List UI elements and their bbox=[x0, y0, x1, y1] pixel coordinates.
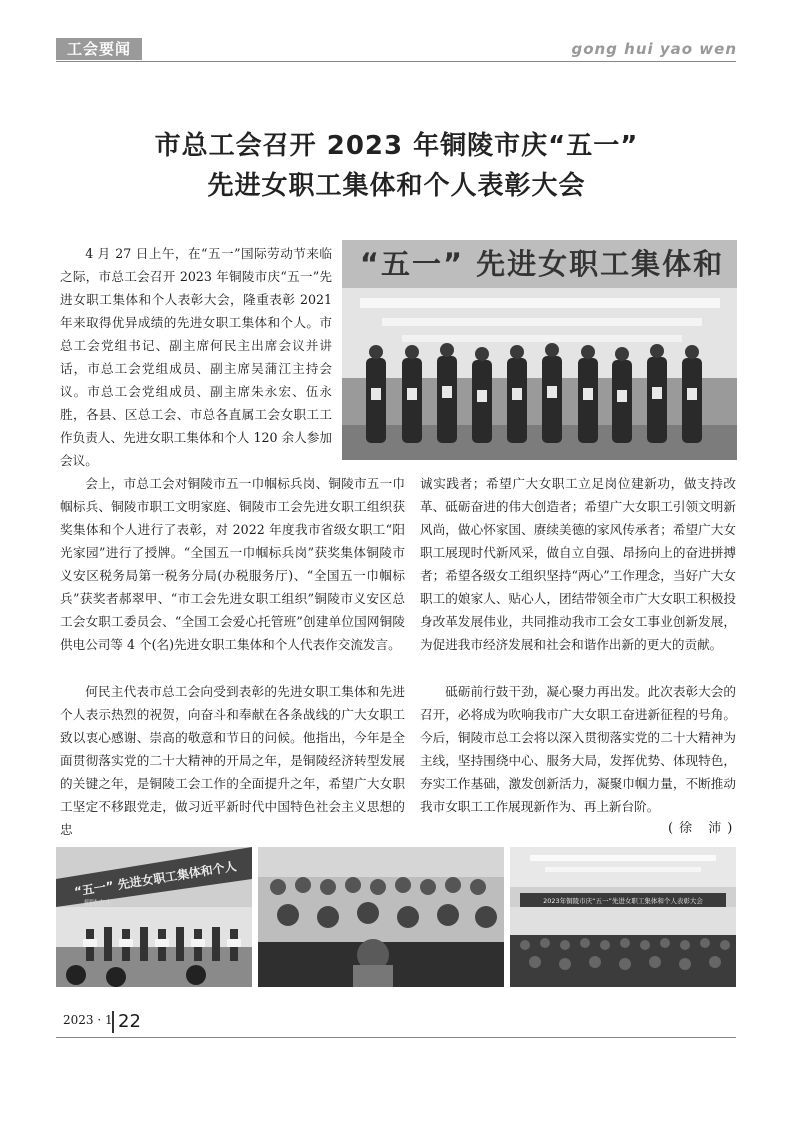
paragraph-4: 砥砺前行鼓干劲，凝心聚力再出发。此次表彰大会的召开，必将成为吹响我市广大女职工奋进新征程的号角。今后，铜陵市总工会将以深入贯彻落实党的二十大精神为主线，坚持围绕中心、服务大局，发挥优势、体现特色，夯实工作基础，激发创新活力，凝聚巾帼力量，不断推动我市女职工工作展现新作为、再上新台阶。 bbox=[420, 684, 736, 814]
main-photo-graphic bbox=[342, 240, 737, 460]
photo-conference-hall-graphic bbox=[510, 847, 736, 987]
main-photo-award-ceremony bbox=[342, 240, 737, 460]
issue-number: 2023 · 1 bbox=[63, 1013, 113, 1027]
left-photo-banner: “五一” 先进女职工集体和个人 bbox=[73, 859, 238, 899]
article-title-line1: 市总工会召开 2023 年铜陵市庆“五一” bbox=[154, 131, 639, 161]
section-tag: 工会要闻 bbox=[56, 38, 142, 60]
byline: (徐 沛) bbox=[668, 821, 739, 836]
photo-award-stage-graphic bbox=[56, 847, 252, 987]
paragraph-3-continued: 诚实践者；希望广大女职工立足岗位建新功，做支持改革、砥砺奋进的伟大创造者；希望广大女职工引领文明新风尚，做心怀家国、赓续美德的家风传承者；希望广大女职工展现时代新风采，做自立自强、昂扬向上的奋进拼搏者；希望各级女工组织坚持“两心”工作理念，当好广大女职工的娘家人、贴心人，团结带领全市广大女职工积极投身改革发展伟业，共同推动我市工会女工事业创新发展，为促进我市经济发展和社会和谐作出新的更大的贡献。 bbox=[420, 476, 736, 652]
header-rule bbox=[56, 61, 736, 62]
main-photo-banner: “五一” 先进女职工集体和 bbox=[359, 247, 725, 281]
photo-conference-hall bbox=[510, 847, 736, 987]
photo-audience-seated-graphic bbox=[258, 847, 504, 987]
photo-audience-seated bbox=[258, 847, 504, 987]
footer-rule bbox=[56, 1037, 736, 1038]
paragraph-1: 4 月 27 日上午，在“五一”国际劳动节来临之际，市总工会召开 2023 年铜陵市庆“五一”先进女职工集体和个人表彰大会，隆重表彰 2021 年来取得优异成绩的先进女职工集体和个人。市总工会党组书记、副主席何民主出席会议并讲话，市总工会党组成员、副主席吴蒲江主持会议。市总工会党组成员、副主席朱永宏、伍永胜，各县、区总工会、市总各直属工会女职工工作负责人、先进女职工集体和个人 120 余人参加会议。 bbox=[60, 246, 332, 468]
section-pinyin: gong hui yao wen bbox=[571, 40, 737, 58]
left-photo-banner-small: 铜陵市庆 bbox=[84, 899, 112, 907]
paragraph-2: 会上，市总工会对铜陵市五一巾帼标兵岗、铜陵市五一巾帼标兵、铜陵市职工文明家庭、铜陵市工会先进女职工组织获奖集体和个人进行了表彰，对 2022 年度我市省级女职工“阳光家园”进行了授牌。“全国五一巾帼标兵岗”获奖集体铜陵市义安区税务局第一税务分局(办税服务厅)、“全国五一巾帼标兵”获奖者郝翠甲、“市工会先进女职工组织”铜陵市义安区总工会女职工委员会、“全国工会爱心托管班”创建单位国网铜陵供电公司等 4 个(名)先进女职工集体和个人代表作交流发言。 bbox=[60, 476, 405, 652]
right-photo-banner: 2023年铜陵市庆“五一”先进女职工集体和个人表彰大会 bbox=[543, 897, 703, 905]
paragraph-3: 何民主代表市总工会向受到表彰的先进女职工集体和先进个人表示热烈的祝贺，向奋斗和奉献在各条战线的广大女职工致以衷心感谢、崇高的敬意和节日的问候。他指出，今年是全面贯彻落实党的二十大精神的开局之年，是铜陵经济转型发展的关键之年，是铜陵工会工作的全面提升之年，希望广大女职工坚定不移跟党走，做习近平新时代中国特色社会主义思想的忠 bbox=[60, 684, 405, 837]
photo-award-stage bbox=[56, 847, 252, 987]
article-title-line2: 先进女职工集体和个人表彰大会 bbox=[207, 171, 586, 201]
page-number: 22 bbox=[112, 1011, 141, 1033]
